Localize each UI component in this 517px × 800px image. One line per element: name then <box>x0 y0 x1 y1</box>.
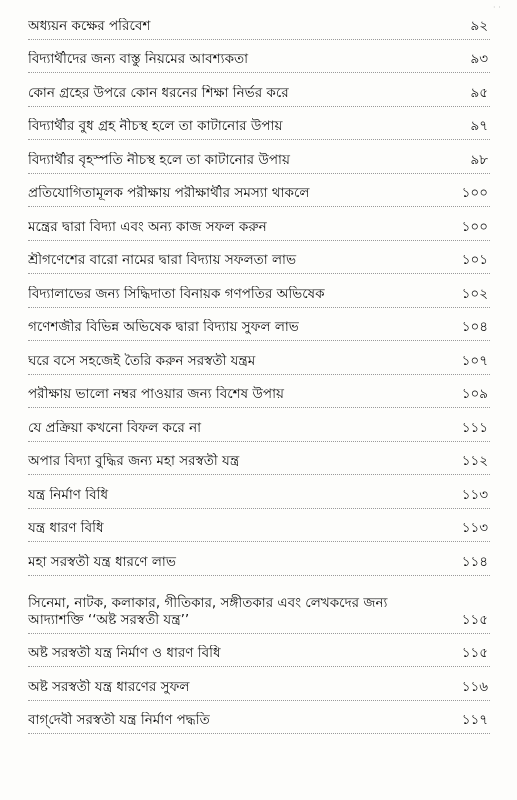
toc-entry-page: ১১৫ <box>461 611 488 628</box>
toc-entry-page: ৯৭ <box>470 118 488 135</box>
toc-entry <box>28 509 490 543</box>
toc-entry <box>28 375 490 409</box>
toc-entry-page: ৯৩ <box>470 51 488 68</box>
toc-entry <box>28 73 490 107</box>
toc-entry <box>28 634 490 668</box>
toc-entry-page: ১০০ <box>461 185 488 202</box>
toc-entry-title: বিদ্যার্থীর বৃহস্পতি নীচস্থ হলে তা কাটানোর উপায় <box>28 151 290 168</box>
toc-entry <box>28 107 490 141</box>
toc-entry <box>28 308 490 342</box>
toc-entry-page: ১১৬ <box>461 678 488 695</box>
toc-entry-title: অষ্ট সরস্বতী যন্ত্র নির্মাণ ও ধারণ বিধি <box>28 645 221 662</box>
toc-entry <box>28 6 490 40</box>
toc-entry-page: ৯৫ <box>470 84 488 101</box>
toc-entry-page: ১১৪ <box>461 553 488 570</box>
toc-entry <box>28 40 490 74</box>
toc-entry <box>28 174 490 208</box>
toc-entry <box>28 576 490 634</box>
toc-entry <box>28 341 490 375</box>
toc-entry-title: বিদ্যার্থীর বুধ গ্রহ নীচস্থ হলে তা কাটানোর উপায় <box>28 118 283 135</box>
toc-entry-page: ১১৩ <box>461 486 488 503</box>
toc-entry-title <box>28 576 440 629</box>
toc-entry-page: ১০৯ <box>461 386 488 403</box>
toc-entry-title: বিদ্যার্থীদের জন্য বাস্তু নিয়মের আবশ্যকতা <box>28 51 249 68</box>
toc-entry-page: ১০০ <box>461 218 488 235</box>
toc-entry-page: ১১৩ <box>461 520 488 537</box>
toc-entry-title: মন্ত্রের দ্বারা বিদ্যা এবং অন্য কাজ সফল করুন <box>28 218 267 235</box>
toc-entry-title: অধ্যয়ন কক্ষের পরিবেশ <box>28 17 151 34</box>
toc-entry-title: শ্রীগণেশের বারো নামের দ্বারা বিদ্যায় সফলতা লাভ <box>28 252 297 269</box>
table-of-contents <box>28 6 490 734</box>
toc-entry-title: কোন গ্রহের উপরে কোন ধরনের শিক্ষা নির্ভর করে <box>28 84 289 101</box>
toc-entry-page: ১০৪ <box>461 319 488 336</box>
toc-entry-title: ঘরে বসে সহজেই তৈরি করুন সরস্বতী যন্ত্রম <box>28 352 256 369</box>
toc-entry-page: ১১২ <box>461 453 488 470</box>
toc-entry <box>28 667 490 701</box>
toc-entry-title-line-1: সিনেমা, নাটক, কলাকার, গীতিকার, সঙ্গীতকার এবং লেখকদের জন্য <box>28 594 388 611</box>
toc-entry-title: প্রতিযোগিতামূলক পরীক্ষায় পরীক্ষার্থীর সমস্যা থাকলে <box>28 185 310 202</box>
toc-entry-page: ১০১ <box>461 252 488 269</box>
toc-entry-title: বিদ্যালাভের জন্য সিদ্ধিদাতা বিনায়ক গণপতির অভিষেক <box>28 285 325 302</box>
toc-entry-page: ১১৭ <box>461 712 488 729</box>
toc-entry-title: অপার বিদ্যা বুদ্ধির জন্য মহা সরস্বতী যন্ত্র <box>28 453 240 470</box>
toc-entry-title-line-2: আদ্যাশক্তি ‘‘অষ্ট সরস্বতী যন্ত্র’’ <box>28 611 190 628</box>
toc-entry-page: ৯৮ <box>470 151 488 168</box>
toc-entry-title: পরীক্ষায় ভালো নম্বর পাওয়ার জন্য বিশেষ উপায় <box>28 386 284 403</box>
toc-entry <box>28 241 490 275</box>
toc-entry-title: অষ্ট সরস্বতী যন্ত্র ধারণের সুফল <box>28 678 190 695</box>
toc-entry-title: যে প্রক্রিয়া কখনো বিফল করে না <box>28 419 202 436</box>
toc-entry <box>28 475 490 509</box>
toc-entry <box>28 408 490 442</box>
toc-entry <box>28 701 490 735</box>
toc-entry-page: ১১৫ <box>461 645 488 662</box>
toc-entry-title: যন্ত্র ধারণ বিধি <box>28 520 104 537</box>
toc-entry-title: যন্ত্র নির্মাণ বিধি <box>28 486 109 503</box>
toc-entry-page: ৯২ <box>470 17 488 34</box>
toc-entry-title: বাগ্‌দেবী সরস্বতী যন্ত্র নির্মাণ পদ্ধতি <box>28 712 210 729</box>
toc-entry <box>28 140 490 174</box>
toc-entry-title: গণেশজীর বিভিন্ন অভিষেক দ্বারা বিদ্যায় সুফল লাভ <box>28 319 299 336</box>
toc-entry <box>28 542 490 576</box>
toc-entry <box>28 442 490 476</box>
page-corner-mark: · · <box>493 3 501 12</box>
toc-entry-page: ১১১ <box>461 419 488 436</box>
toc-entry-page: ১০২ <box>461 285 488 302</box>
toc-entry <box>28 207 490 241</box>
toc-entry-title: মহা সরস্বতী যন্ত্র ধারণে লাভ <box>28 553 176 570</box>
toc-entry <box>28 274 490 308</box>
toc-entry-page: ১০৭ <box>461 352 488 369</box>
